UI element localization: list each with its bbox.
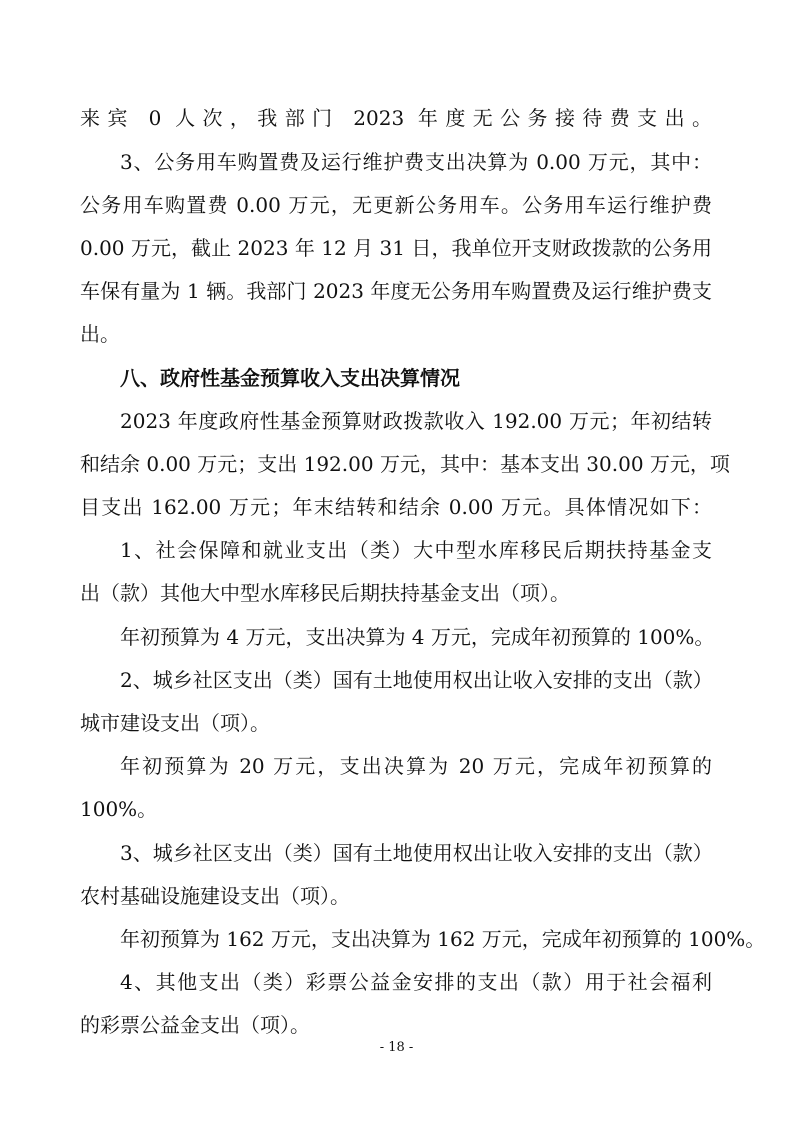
- paragraph-line: 出。: [80, 322, 120, 346]
- paragraph-line: 2023 年度政府性基金预算财政拨款收入 192.00 万元；年初结转: [120, 409, 712, 433]
- paragraph-line: 3、城乡社区支出（类）国有土地使用权出让收入安排的支出（款）: [120, 841, 713, 865]
- paragraph-line: 3、公务用车购置费及运行维护费支出决算为 0.00 万元，其中：: [120, 150, 712, 174]
- paragraph-line: 0.00 万元，截止 2023 年 12 月 31 日，我单位开支财政拨款的公务用: [80, 236, 712, 260]
- paragraph-line: 农村基础设施建设支出（项）。: [80, 884, 350, 908]
- paragraph-line: 年初预算为 162 万元，支出决算为 162 万元，完成年初预算的 100%。: [120, 927, 766, 951]
- section-heading: 八、政府性基金预算收入支出决算情况: [120, 366, 460, 390]
- paragraph-line: 和结余 0.00 万元；支出 192.00 万元，其中：基本支出 30.00 万元，项: [80, 452, 730, 476]
- paragraph-line: 来宾 0 人次，我部门 2023 年度无公务接待费支出。: [80, 106, 712, 130]
- paragraph-line: 出（款）其他大中型水库移民后期扶持基金支出（项）。: [80, 581, 570, 605]
- paragraph-line: 城市建设支出（项）。: [80, 711, 270, 735]
- paragraph-line: 100%。: [80, 797, 158, 821]
- paragraph-line: 目支出 162.00 万元；年末结转和结余 0.00 万元。具体情况如下：: [80, 495, 712, 519]
- paragraph-line: 4、其他支出（类）彩票公益金安排的支出（款）用于社会福利: [120, 970, 712, 994]
- paragraph-line: 年初预算为 20 万元，支出决算为 20 万元，完成年初预算的: [120, 754, 712, 778]
- paragraph-line: 年初预算为 4 万元，支出决算为 4 万元，完成年初预算的 100%。: [120, 625, 715, 649]
- paragraph-line: 2、城乡社区支出（类）国有土地使用权出让收入安排的支出（款）: [120, 668, 713, 692]
- paragraph-line: 公务用车购置费 0.00 万元，无更新公务用车。公务用车运行维护费: [80, 193, 712, 217]
- paragraph-line: 的彩票公益金支出（项）。: [80, 1013, 310, 1037]
- paragraph-line: 1、社会保障和就业支出（类）大中型水库移民后期扶持基金支: [120, 538, 712, 562]
- paragraph-line: 车保有量为 1 辆。我部门 2023 年度无公务用车购置费及运行维护费支: [80, 279, 712, 303]
- page-number: - 18 -: [379, 1040, 414, 1055]
